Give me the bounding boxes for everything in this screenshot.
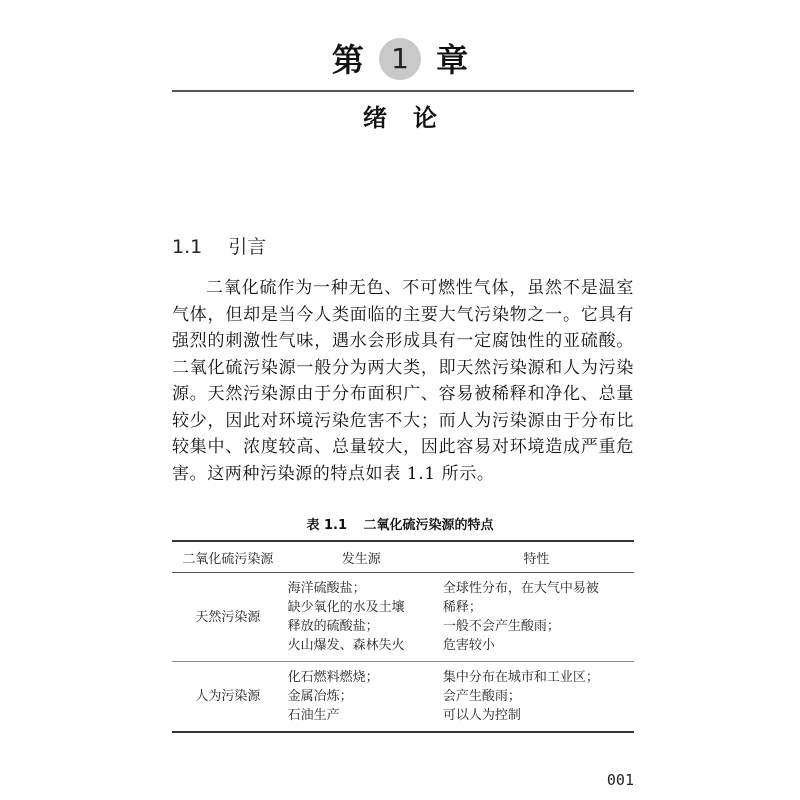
table-row: [172, 573, 634, 662]
chapter-divider: [172, 90, 634, 92]
origin-line: 化石燃料燃烧；: [287, 670, 379, 685]
chapter-prefix: 第: [331, 41, 364, 79]
origin-line: 海洋硫酸盐；: [287, 581, 366, 596]
chapter-heading: [0, 38, 800, 82]
origin-line: 金属冶炼；: [287, 689, 353, 704]
origin-line: 石油生产: [287, 708, 340, 723]
table-header-row: [172, 541, 634, 573]
chapter-title: 绪论: [363, 104, 463, 132]
row-source-type: 天然污染源: [172, 573, 284, 662]
table-caption-text: 二氧化硫污染源的特点: [363, 518, 494, 533]
property-line: 可以人为控制: [442, 708, 521, 723]
section-heading: [172, 232, 266, 259]
page-number: 001: [606, 771, 634, 789]
header-source-type: 二氧化硫污染源: [172, 541, 284, 573]
row-characteristics: [439, 573, 634, 662]
origin-line: 释放的硫酸盐；: [287, 619, 379, 634]
property-line: 集中分布在城市和工业区；: [442, 670, 599, 685]
property-line: 全球性分布，在大气中易被: [442, 581, 599, 596]
row-characteristics: [439, 662, 634, 733]
pollution-source-table: [172, 540, 634, 733]
body-paragraph: 二氧化硫作为一种无色、不可燃性气体，虽然不是温室气体，但却是当今人类面临的主要大气污染物之一。它具有强烈的刺激性气味，遇水会形成具有一定腐蚀性的亚硫酸。二氧化硫污染源一般分为两大类，即天然污染源和人为污染源。天然污染源由于分布面积广、容易被稀释和净化、总量较少，因此对环境污染危害不大；而人为污染源由于分布比较集中、浓度较高、总量较大，因此容易对环境造成严重危害。这两种污染源的特点如表 1.1 所示。: [172, 278, 634, 484]
section-title: 引言: [228, 236, 267, 258]
row-source-type: 人为污染源: [172, 662, 284, 733]
header-origin: 发生源: [284, 541, 439, 573]
table-caption: [0, 514, 800, 533]
chapter-number-badge: 1: [379, 38, 421, 80]
origin-line: 缺少氧化的水及土壤: [287, 600, 405, 615]
row-origins: [284, 662, 439, 733]
section-number: 1.1: [172, 236, 203, 258]
property-line: 会产生酸雨；: [442, 689, 521, 704]
table-row: [172, 662, 634, 733]
property-line: 一般不会产生酸雨；: [442, 619, 560, 634]
row-origins: [284, 573, 439, 662]
origin-line: 火山爆发、森林失火: [287, 638, 405, 653]
header-characteristics: 特性: [439, 541, 634, 573]
property-line: 危害较小: [442, 638, 495, 653]
chapter-suffix: 章: [436, 41, 469, 79]
table-caption-number: 表 1.1: [306, 518, 347, 533]
property-line: 稀释；: [442, 600, 482, 615]
